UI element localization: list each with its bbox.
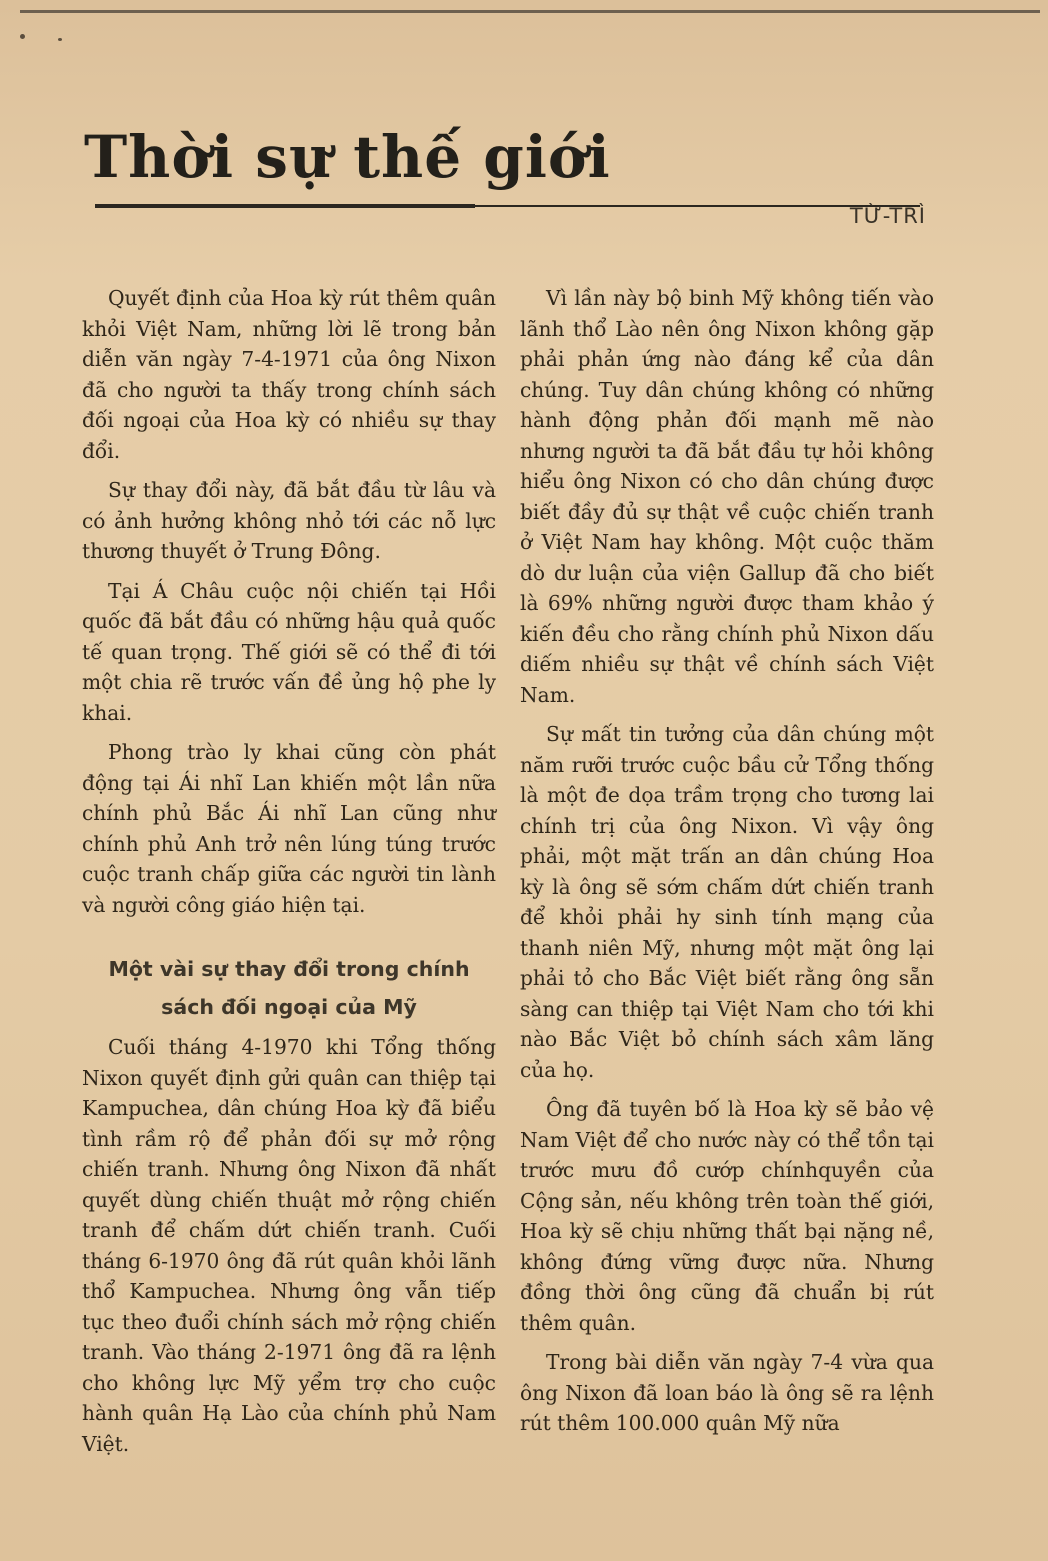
paragraph: Phong trào ly khai cũng còn phát động tại Ái nhĩ Lan khiến một lần nữa chính phủ Bắc Ái nhĩ Lan cũng như chính phủ Anh trở nên lúng túng trước cuộc tranh chấp giữa các người tin lành và người công giáo hiện tại.	[82, 740, 496, 917]
paragraph: Quyết định của Hoa kỳ rút thêm quân khỏi Việt Nam, những lời lẽ trong bản diễn văn ngày 7-4-1971 của ông Nixon đã cho người ta thấy trong chính sách đối ngoại của Hoa kỳ có nhiều sự thay đổi.	[82, 286, 496, 463]
paragraph: Vì lần này bộ binh Mỹ không tiến vào lãnh thổ Lào nên ông Nixon không gặp phải phản ứng nào đáng kể của dân chúng. Tuy dân chúng không có những hành động phản đối mạnh mẽ nào nhưng người ta đã bắt đầu tự hỏi không hiểu ông Nixon có cho dân chúng được biết đầy đủ sự thật về cuộc chiến tranh ở Việt Nam hay không. Một cuộc thăm dò dư luận của viện Gallup đã cho biết là 69% những người được tham khảo ý kiến đều cho rằng chính phủ Nixon dấu diếm nhiều sự thật về chính sách Việt Nam.	[520, 286, 934, 707]
paragraph: Sự thay đổi này, đã bắt đầu từ lâu và có ảnh hưởng không nhỏ tới các nỗ lực thương thuyết ở Trung Đông.	[82, 478, 496, 563]
paragraph: Sự mất tin tưởng của dân chúng một năm rưỡi trước cuộc bầu cử Tổng thống là một đe dọa trầm trọng cho tương lai chính trị của ông Nixon. Vì vậy ông phải, một mặt trấn an dân chúng Hoa kỳ là ông sẽ sớm chấm dứt chiến tranh để khỏi phải hy sinh tính mạng của thanh niên Mỹ, nhưng một mặt ông lại phải tỏ cho Bắc Việt biết rằng ông sẵn sàng can thiệp tại Việt Nam cho tới khi nào Bắc Việt bỏ chính sách xâm lăng của họ.	[520, 722, 934, 1082]
title-underline-thick	[95, 204, 475, 208]
top-border-line	[20, 10, 1040, 13]
article-title: Thời sự thế giới	[84, 123, 611, 191]
paper-speck	[20, 34, 25, 39]
section-subheading: Một vài sự thay đổi trong chính sách đối ngoại của Mỹ	[108, 957, 470, 1019]
paragraph: Trong bài diễn văn ngày 7-4 vừa qua ông Nixon đã loan báo là ông sẽ ra lệnh rút thêm 100.000 quân Mỹ nữa	[520, 1350, 934, 1435]
paragraph: Ông đã tuyên bố là Hoa kỳ sẽ bảo vệ Nam Việt để cho nước này có thể tồn tại trước mưu đồ cướp chínhquyền của Cộng sản, nếu không trên toàn thế giới, Hoa kỳ sẽ chịu những thất bại nặng nề, không đứng vững được nữa. Nhưng đồng thời ông cũng đã chuẩn bị rút thêm quân.	[520, 1097, 934, 1335]
paragraph: Tại Á Châu cuộc nội chiến tại Hồi quốc đã bắt đầu có những hậu quả quốc tế quan trọng. Thế giới sẽ có thể đi tới một chia rẽ trước vấn đề ủng hộ phe ly khai.	[82, 578, 496, 725]
right-column	[520, 283, 934, 1448]
left-column	[82, 283, 496, 1468]
article-author: TỪ-TRÌ	[849, 204, 926, 228]
paper-speck	[58, 38, 62, 41]
paragraph: Cuối tháng 4-1970 khi Tổng thống Nixon quyết định gửi quân can thiệp tại Kampuchea, dân chúng Hoa kỳ đã biểu tình rầm rộ để phản đối sự mở rộng chiến tranh. Nhưng ông Nixon đã nhất quyết dùng chiến thuật mở rộng chiến tranh để chấm dứt chiến tranh. Cuối tháng 6-1970 ông đã rút quân khỏi lãnh thổ Kampuchea. Nhưng ông vẫn tiếp tục theo đuổi chính sách mở rộng chiến tranh. Vào tháng 2-1971 ông đã ra lệnh cho không lực Mỹ yểm trợ cho cuộc hành quân Hạ Lào của chính phủ Nam Việt.	[82, 1035, 496, 1456]
